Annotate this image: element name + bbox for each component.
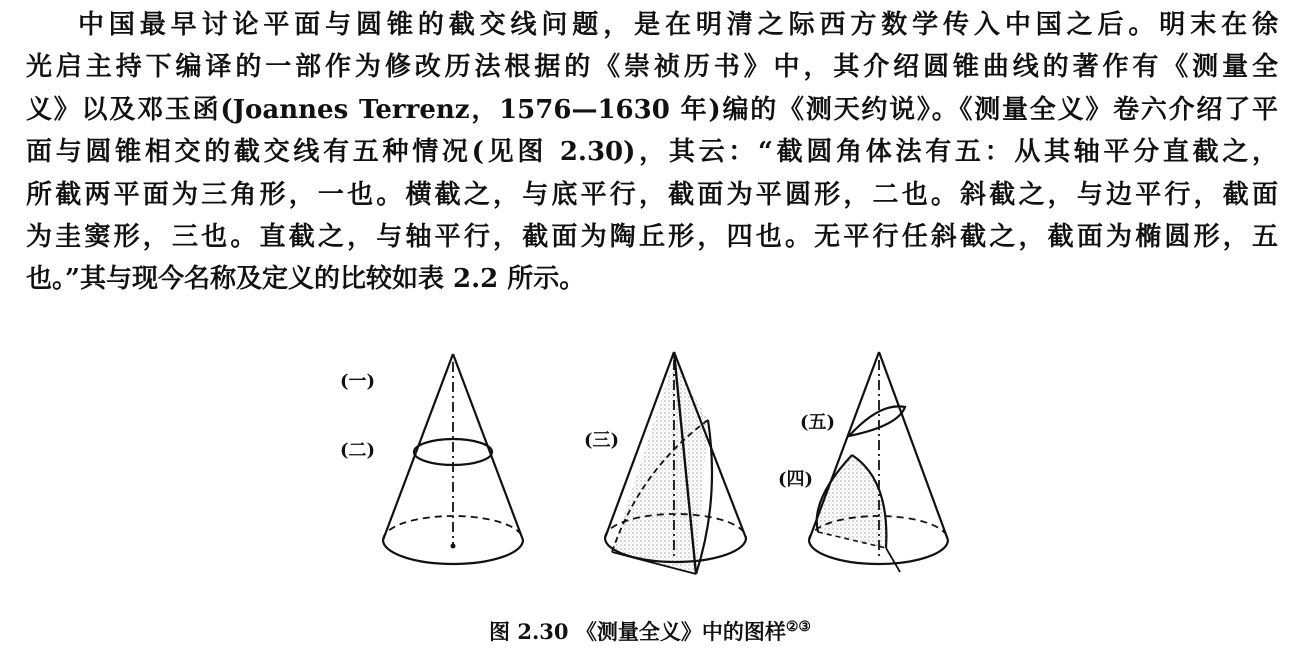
figure-caption xyxy=(300,616,1000,646)
cone-1 xyxy=(383,354,523,564)
paragraph-line-4: 面与圆锥相交的截交线有五种情况(见图 2.30)，其云：“截圆角体法有五：从其轴平分直截之， xyxy=(26,137,1278,168)
label-five: (五) xyxy=(800,412,836,433)
paragraph-line-3: 义》以及邓玉函(Joannes Terrenz，1576—1630 年)编的《测天约说》。《测量全义》卷六介绍了平 xyxy=(26,94,1278,125)
label-three: (三) xyxy=(584,430,620,451)
cone-3 xyxy=(809,352,948,572)
label-one: (一) xyxy=(340,371,376,392)
paragraph-line-7: 也。”其与现今名称及定义的比较如表 2.2 所示。 xyxy=(26,264,586,295)
label-two: (二) xyxy=(340,440,376,461)
figure-caption-text: 图 2.30 《测量全义》中的图样 xyxy=(489,619,786,644)
paragraph-line-5: 所截两平面为三角形，一也。横截之，与底平行，截面为平圆形，二也。斜截之，与边平行，截面 xyxy=(26,179,1278,210)
paragraph-line-6: 为圭窦形，三也。直截之，与轴平行，截面为陶丘形，四也。无平行任斜截之，截面为椭圆形，五 xyxy=(26,221,1278,252)
cone-2 xyxy=(605,352,746,574)
figure-caption-notes: ②③ xyxy=(785,619,811,635)
paragraph-line-1: 中国最早讨论平面与圆锥的截交线问题，是在明清之际西方数学传入中国之后。明末在徐 xyxy=(78,10,1278,40)
paragraph-line-2: 光启主持下编译的一部作为修改历法根据的《崇祯历书》中，其介绍圆锥曲线的著作有《测量全 xyxy=(26,52,1278,83)
label-four: (四) xyxy=(778,469,814,490)
